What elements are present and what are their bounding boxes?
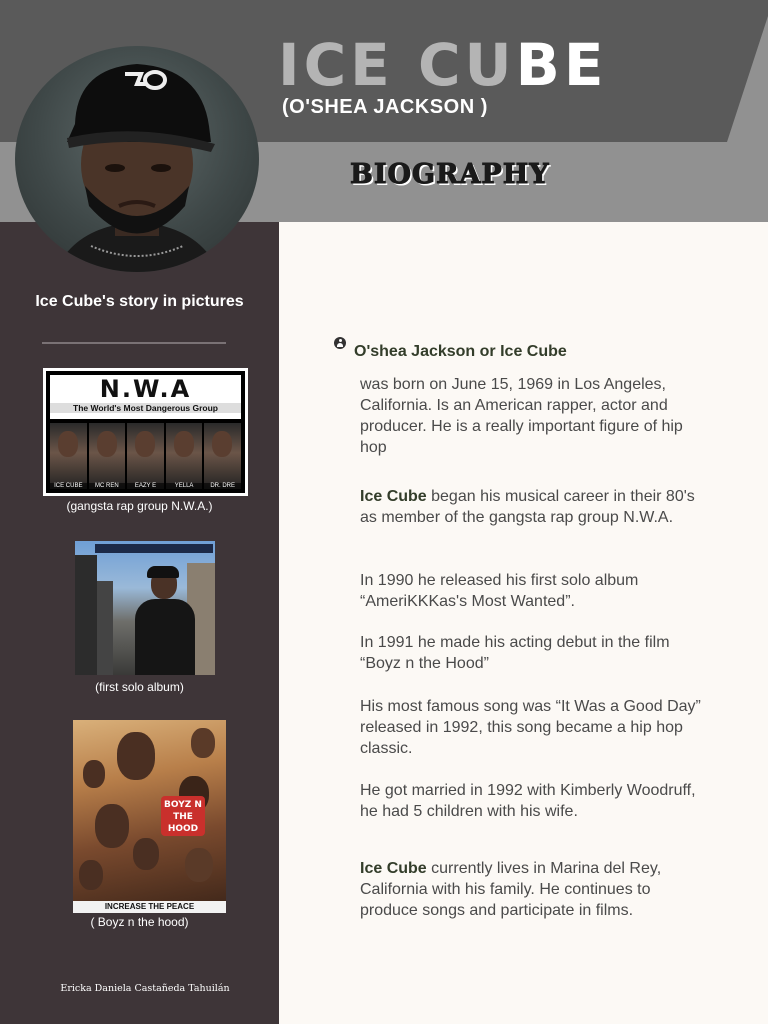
bio-emphasis-name: Ice Cube <box>360 860 427 877</box>
nwa-caption: (gangsta rap group N.W.A.) <box>66 499 213 513</box>
ice-cube-portrait <box>15 46 259 272</box>
nwa-member-name: MC REN <box>89 483 126 489</box>
poster-logo: BOYZ N THE HOOD <box>161 796 205 836</box>
bio-emphasis-name: Ice Cube <box>360 488 427 505</box>
portrait-illustration <box>15 46 259 272</box>
bio-paragraph-current-text: currently lives in Marina del Rey, California with his family. He continues to produce songs and participate in films. <box>360 860 662 919</box>
info-icon <box>334 337 346 349</box>
bio-paragraph-current <box>360 858 710 921</box>
biography-label: BIOGRAPHY <box>350 159 550 190</box>
nwa-photo <box>43 368 248 496</box>
album-caption: (first solo album) <box>95 680 184 694</box>
author-credit: Ericka Daniela Castañeda Tahuilán <box>60 983 230 994</box>
sidebar-title: Ice Cube's story in pictures <box>35 293 244 310</box>
album-title-strip <box>95 544 213 553</box>
bio-paragraph-acting: In 1991 he made his acting debut in the film “Boyz n the Hood” <box>360 634 670 672</box>
bio-paragraph-song: His most famous song was “It Was a Good Day” released in 1992, this song became a hip hop classic. <box>360 698 701 757</box>
nwa-member <box>166 423 203 489</box>
nwa-member <box>50 423 87 489</box>
real-name-subtitle: (O'SHEA JACKSON ) <box>282 96 488 118</box>
poster-tagline: INCREASE THE PEACE <box>73 901 226 913</box>
nwa-member-name: DR. DRE <box>204 483 241 489</box>
bio-paragraph-career <box>360 486 710 528</box>
nwa-banner-title: N.W.A <box>99 375 192 403</box>
bio-paragraph-birth: was born on June 15, 1969 in Los Angeles, California. Is an American rapper, actor and producer. He is a really important figure of hip hop <box>360 376 683 456</box>
nwa-member <box>89 423 126 489</box>
page-title <box>278 31 608 99</box>
nwa-member-name: YELLA <box>166 483 203 489</box>
nwa-member-name: EAZY E <box>127 483 164 489</box>
poster-caption: ( Boyz n the hood) <box>90 915 189 929</box>
nwa-member <box>204 423 241 489</box>
nwa-member-name: ICE CUBE <box>50 483 87 489</box>
nwa-banner-subtitle: The World's Most Dangerous Group <box>50 403 241 413</box>
nwa-members <box>50 423 241 489</box>
bio-paragraph-album: In 1990 he released his first solo album “AmeriKKKas's Most Wanted”. <box>360 572 639 610</box>
movie-poster <box>73 720 226 913</box>
bio-paragraph-career-text: began his musical career in their 80's as member of the gangsta rap group N.W.A. <box>360 488 695 526</box>
nwa-banner <box>50 375 241 419</box>
title-part-white: BE <box>515 31 608 99</box>
nwa-member <box>127 423 164 489</box>
bio-paragraph-marriage: He got married in 1992 with Kimberly Woodruff, he had 5 children with his wife. <box>360 782 696 820</box>
title-part-light: ICE CU <box>278 31 516 99</box>
bio-heading: O'shea Jackson or Ice Cube <box>354 343 567 360</box>
album-figure <box>135 569 195 675</box>
album-cover <box>75 541 215 675</box>
sidebar-divider <box>42 342 226 344</box>
